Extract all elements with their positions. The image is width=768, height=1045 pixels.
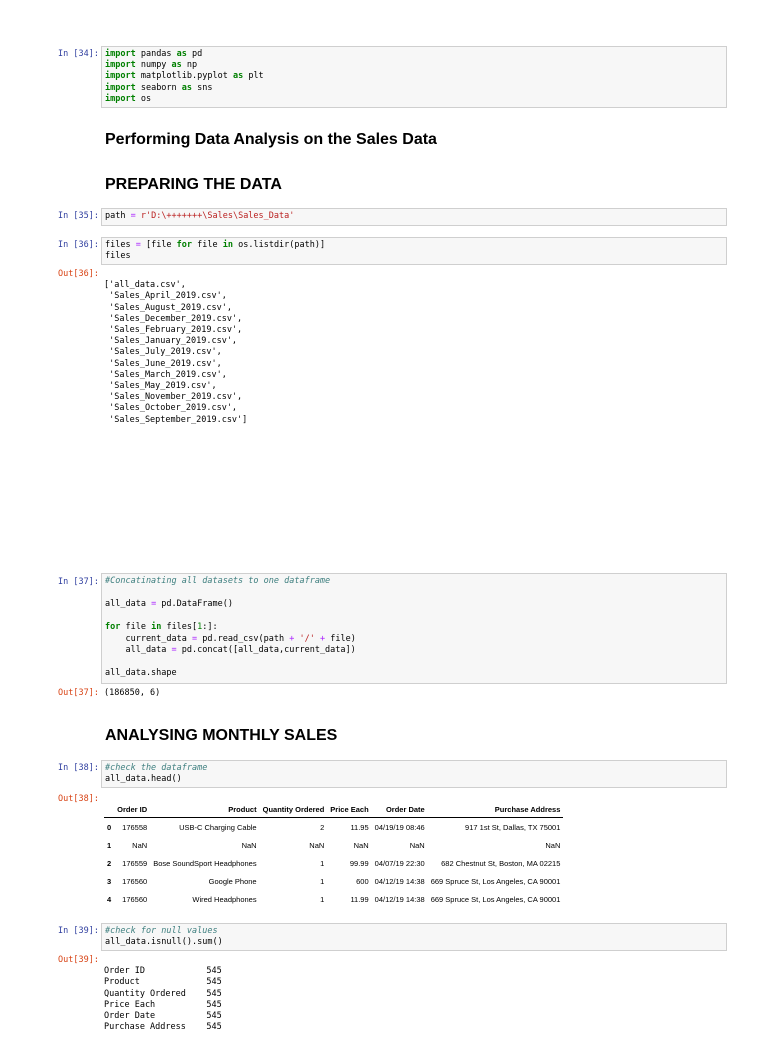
row-index: 4 — [107, 894, 112, 904]
index-header — [104, 801, 114, 818]
output-line: 'Sales_December_2019.csv', — [104, 313, 243, 324]
table-cell: 682 Chestnut St, Boston, MA 02215 — [441, 858, 561, 868]
table-cell: 04/19/19 08:46 — [374, 822, 425, 832]
output-line: 'Sales_April_2019.csv', — [104, 291, 227, 302]
output-line: 'Sales_July_2019.csv', — [104, 347, 222, 358]
cell-35-in-prompt: In [35]: — [58, 211, 99, 221]
column-header: Purchase Address — [428, 801, 564, 818]
table-cell: 917 1st St, Dallas, TX 75001 — [465, 822, 561, 832]
cell-38-in-prompt: In [38]: — [58, 763, 99, 773]
cell-37-in-prompt: In [37]: — [58, 577, 99, 587]
row-index: 0 — [107, 822, 112, 832]
output-line: 'Sales_August_2019.csv', — [104, 302, 232, 313]
cell-38-code-editor[interactable]: #check the dataframe all_data.head() — [101, 760, 727, 788]
table-cell: NaN — [309, 840, 325, 850]
table-cell: Google Phone — [208, 876, 257, 886]
table-cell: 176558 — [122, 822, 148, 832]
output-line: Order Date 545 — [104, 1011, 222, 1022]
column-header: Order ID — [114, 801, 150, 818]
column-header: Order Date — [372, 801, 428, 818]
table-cell: Bose SoundSport Headphones — [153, 858, 257, 868]
cell-36-out-prompt: Out[36]: — [58, 269, 99, 279]
cell-38-out-prompt: Out[38]: — [58, 794, 99, 804]
cell-37-output: (186850, 6) — [104, 688, 161, 698]
output-line: 'Sales_October_2019.csv', — [104, 403, 238, 414]
cell-34-code-editor[interactable]: import pandas as pd import numpy as np import matplotlib.pyplot as plt import seaborn as sns import os — [101, 46, 727, 108]
column-header: Product — [150, 801, 259, 818]
output-line: Order ID 545 — [104, 966, 222, 977]
table-cell: USB-C Charging Cable — [179, 822, 257, 832]
table-row — [104, 818, 563, 837]
output-line: 'Sales_June_2019.csv', — [104, 358, 222, 369]
output-line: 'Sales_March_2019.csv', — [104, 369, 227, 380]
table-row — [104, 890, 563, 908]
table-row — [104, 836, 563, 854]
output-line: 'Sales_November_2019.csv', — [104, 392, 243, 403]
table-cell: 1 — [320, 876, 325, 886]
output-line: Price Each 545 — [104, 999, 222, 1010]
table-cell: 99.99 — [349, 858, 369, 868]
heading-analysing-monthly-sales: ANALYSING MONTHLY SALES — [105, 727, 338, 744]
cell-36-code-editor[interactable]: files = [file for file in os.listdir(path)] files — [101, 237, 727, 265]
column-header: Price Each — [327, 801, 371, 818]
output-line: 'Sales_February_2019.csv', — [104, 325, 243, 336]
table-cell: Wired Headphones — [192, 894, 257, 904]
table-cell: 11.99 — [350, 894, 369, 904]
table-cell: 176560 — [122, 876, 148, 886]
cell-39-output-series — [104, 955, 222, 1045]
heading-preparing-the-data: PREPARING THE DATA — [105, 176, 282, 193]
row-index: 2 — [107, 858, 112, 868]
table-cell: 11.95 — [350, 822, 369, 832]
row-index: 1 — [107, 840, 112, 850]
table-cell: NaN — [241, 840, 257, 850]
table-cell: 600 — [356, 876, 369, 886]
table-cell: 04/07/19 22:30 — [374, 858, 425, 868]
table-row — [104, 872, 563, 890]
output-line: ['all_data.csv', — [104, 280, 186, 291]
table-cell: 669 Spruce St, Los Angeles, CA 90001 — [430, 876, 561, 886]
table-cell: NaN — [545, 840, 561, 850]
table-cell: 176559 — [122, 858, 148, 868]
table-cell: 1 — [320, 858, 325, 868]
cell-36-in-prompt: In [36]: — [58, 240, 99, 250]
output-line: Product 545 — [104, 977, 222, 988]
cell-39-out-prompt: Out[39]: — [58, 955, 99, 965]
output-line: Purchase Address 545 — [104, 1022, 222, 1033]
cell-34-in-prompt: In [34]: — [58, 49, 99, 59]
output-line: 'Sales_January_2019.csv', — [104, 336, 238, 347]
output-line: Quantity Ordered 545 — [104, 988, 222, 999]
table-cell: 1 — [320, 894, 325, 904]
output-line: 'Sales_September_2019.csv'] — [104, 414, 248, 425]
table-row — [104, 854, 563, 872]
cell-37-code-editor[interactable]: #Concatinating all datasets to one dataframe all_data = pd.DataFrame() for file in files[1:]: current_data = pd.read_csv(path + '/' + file) all_data = pd.concat([all_data,current_data]) all_data.shape — [101, 573, 727, 684]
cell-36-output-list — [104, 269, 247, 437]
cell-39-code-editor[interactable]: #check for null values all_data.isnull().sum() — [101, 923, 727, 951]
table-header-row — [104, 801, 563, 818]
table-cell: 04/12/19 14:38 — [374, 894, 425, 904]
table-cell: 176560 — [122, 894, 148, 904]
table-cell: NaN — [353, 840, 369, 850]
output-line: 'Sales_May_2019.csv', — [104, 381, 217, 392]
table-cell: NaN — [409, 840, 425, 850]
table-cell: NaN — [132, 840, 148, 850]
cell-39-in-prompt: In [39]: — [58, 926, 99, 936]
table-cell: 2 — [320, 822, 325, 832]
row-index: 3 — [107, 876, 112, 886]
heading-performing-data-analysis: Performing Data Analysis on the Sales Data — [105, 131, 437, 148]
cell-37-out-prompt: Out[37]: — [58, 688, 99, 698]
table-cell: 04/12/19 14:38 — [374, 876, 425, 886]
column-header: Quantity Ordered — [260, 801, 328, 818]
cell-35-code-editor[interactable]: path = r'D:\+++++++\Sales\Sales_Data' — [101, 208, 727, 226]
table-cell: 669 Spruce St, Los Angeles, CA 90001 — [430, 894, 561, 904]
dataframe-table — [104, 801, 563, 908]
